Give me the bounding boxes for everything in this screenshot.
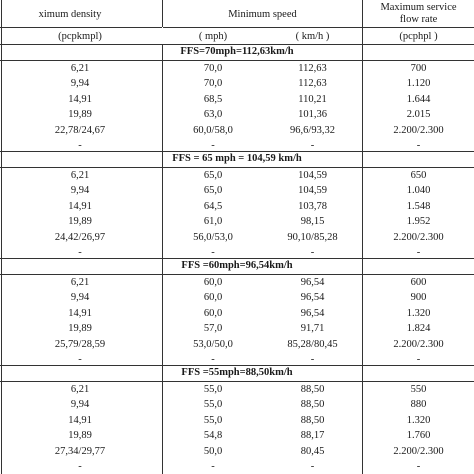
row-divider xyxy=(0,167,474,168)
table-cell: 65,0 xyxy=(203,170,223,181)
table-cell: 2.200/2.300 xyxy=(393,445,444,457)
unit-speed-mph: ( mph) xyxy=(198,31,228,42)
table-cell: 19,89 xyxy=(68,323,92,335)
table-cell: - xyxy=(416,354,421,365)
unit-flow: (pcphpl ) xyxy=(399,31,438,42)
table-cell: 550 xyxy=(410,384,427,395)
section-title: FFS =60mph=96,54km/h xyxy=(181,260,293,271)
table-cell: - xyxy=(211,247,215,258)
table-cell: 1.824 xyxy=(406,323,431,335)
table-cell: 65,0 xyxy=(203,185,223,197)
table-cell: 19,89 xyxy=(68,216,92,228)
table-cell: 88,50 xyxy=(300,399,325,411)
table-cell: 60,0 xyxy=(203,277,223,288)
table-cell: 63,0 xyxy=(203,109,223,121)
table-cell: 6,21 xyxy=(70,63,90,74)
table-cell: 1.644 xyxy=(406,93,431,105)
row-divider xyxy=(0,60,474,61)
table-cell: 54,8 xyxy=(203,430,223,442)
table-cell: - xyxy=(211,140,215,151)
table-cell: 55,0 xyxy=(203,399,223,411)
table-cell: 25,79/28,59 xyxy=(54,338,106,350)
table-cell: 6,21 xyxy=(70,170,90,181)
table-cell: 90,10/85,28 xyxy=(287,231,338,243)
table-cell: 112,63 xyxy=(298,78,327,90)
table-cell: - xyxy=(78,354,82,365)
table-cell: 14,91 xyxy=(68,414,92,426)
table-cell: 19,89 xyxy=(68,109,92,121)
table-cell: 91,71 xyxy=(300,323,325,335)
table-cell: 1.120 xyxy=(406,78,431,90)
section-title: FFS=70mph=112,63km/h xyxy=(180,46,294,57)
table-cell: 14,91 xyxy=(68,307,92,319)
section-title: FFS =55mph=88,50km/h xyxy=(181,367,293,378)
table-cell: 650 xyxy=(410,170,427,181)
table-cell: 6,21 xyxy=(70,277,90,288)
table-cell: 55,0 xyxy=(203,414,223,426)
table-cell: - xyxy=(416,140,421,151)
table-cell: 1.952 xyxy=(406,216,431,228)
table-cell: 70,0 xyxy=(203,63,223,74)
table-cell: 2.015 xyxy=(406,109,431,121)
row-divider xyxy=(0,27,474,28)
table-cell: 1.548 xyxy=(406,200,431,212)
table-cell: 700 xyxy=(410,63,427,74)
table-cell: 1.040 xyxy=(406,185,431,197)
table-cell: 98,15 xyxy=(300,216,325,228)
table-cell: - xyxy=(78,461,82,472)
table-cell: 14,91 xyxy=(68,200,92,212)
table-cell: 6,21 xyxy=(70,384,90,395)
table-cell: 80,45 xyxy=(300,445,325,457)
table-cell: - xyxy=(78,247,82,258)
table-cell: 104,59 xyxy=(298,170,327,181)
table-cell: 2.200/2.300 xyxy=(393,231,444,243)
header-density: ximum density xyxy=(38,9,102,20)
table-cell: - xyxy=(310,354,315,365)
table-cell: 96,54 xyxy=(300,307,325,319)
table-cell: - xyxy=(211,461,215,472)
table-cell: - xyxy=(78,140,82,151)
table-cell: 96,54 xyxy=(300,292,325,304)
table-cell: 900 xyxy=(410,292,427,304)
header-flow-line1: Maximum service xyxy=(380,2,457,13)
table-cell: 24,42/26,97 xyxy=(54,231,106,243)
table-cell: 68,5 xyxy=(203,93,223,105)
table-cell: 56,0/53,0 xyxy=(193,231,233,243)
table-cell: 112,63 xyxy=(298,63,327,74)
table-cell: 1.760 xyxy=(406,430,431,442)
table-cell: - xyxy=(310,140,315,151)
table-cell: 2.200/2.300 xyxy=(393,338,444,350)
row-divider xyxy=(0,274,474,275)
table-cell: - xyxy=(310,247,315,258)
table-cell: - xyxy=(416,461,421,472)
table-cell: 9,94 xyxy=(70,185,90,197)
table-cell: 880 xyxy=(410,399,427,411)
table-cell: 600 xyxy=(410,277,427,288)
row-divider xyxy=(0,258,474,259)
table-cell: 1.320 xyxy=(406,307,431,319)
unit-density: (pcpkmpl) xyxy=(58,31,102,42)
table-cell: 88,17 xyxy=(300,430,325,442)
table-cell: 101,36 xyxy=(298,109,327,121)
section-title: FFS = 65 mph = 104,59 km/h xyxy=(172,153,302,164)
table-cell: 9,94 xyxy=(70,292,90,304)
table-cell: 70,0 xyxy=(203,78,223,90)
table-cell: 2.200/2.300 xyxy=(393,124,444,136)
table-cell: 57,0 xyxy=(203,323,223,335)
table-cell: 60,0/58,0 xyxy=(193,124,233,136)
table-cell: 96,54 xyxy=(300,277,325,288)
table-cell: 61,0 xyxy=(203,216,223,228)
table-cell: 50,0 xyxy=(203,445,223,457)
table-cell: 19,89 xyxy=(68,430,92,442)
header-speed: Minimum speed xyxy=(228,9,297,20)
table-cell: 27,34/29,77 xyxy=(54,445,106,457)
row-divider xyxy=(0,151,474,152)
table-cell: - xyxy=(310,461,315,472)
table-cell: - xyxy=(416,247,421,258)
table-cell: 110,21 xyxy=(298,93,327,105)
table-cell: 53,0/50,0 xyxy=(193,338,233,350)
row-divider xyxy=(0,365,474,366)
table-cell: 104,59 xyxy=(298,185,327,197)
table-cell: 103,78 xyxy=(298,200,327,212)
table-cell: 22,78/24,67 xyxy=(54,124,106,136)
table-cell: 96,6/93,32 xyxy=(290,124,335,136)
column-divider xyxy=(1,0,2,474)
unit-speed-kmh: ( km/h ) xyxy=(295,31,330,42)
table-cell: 9,94 xyxy=(70,399,90,411)
table-cell: 88,50 xyxy=(300,414,325,426)
table-cell: 64,5 xyxy=(203,200,223,212)
table-cell: 1.320 xyxy=(406,414,431,426)
header-flow-line2: flow rate xyxy=(399,14,438,25)
row-divider xyxy=(0,381,474,382)
table-cell: 60,0 xyxy=(203,292,223,304)
table-cell: 60,0 xyxy=(203,307,223,319)
table-cell: 85,28/80,45 xyxy=(287,338,338,350)
table-cell: 88,50 xyxy=(300,384,325,395)
table-cell: 14,91 xyxy=(68,93,92,105)
table-cell: - xyxy=(211,354,215,365)
table-cell: 9,94 xyxy=(70,78,90,90)
table-cell: 55,0 xyxy=(203,384,223,395)
row-divider xyxy=(0,44,474,45)
